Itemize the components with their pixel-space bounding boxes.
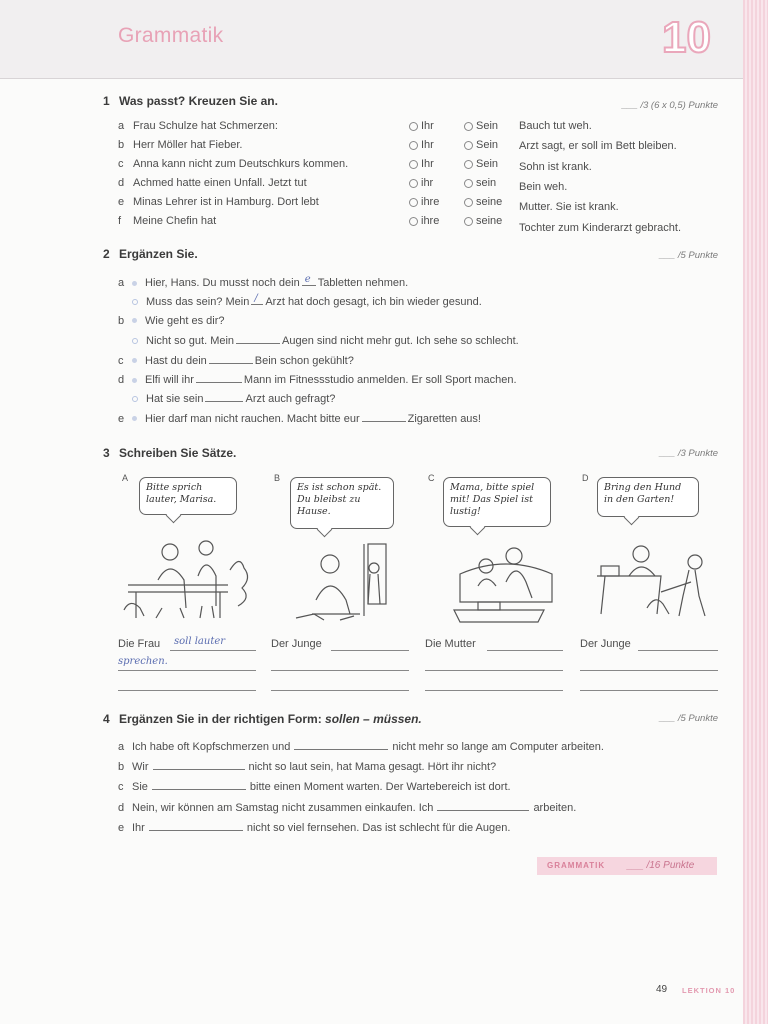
item-text: Anna kann nicht zum Deutschkurs kommen. (133, 158, 349, 170)
item-letter: e (118, 196, 125, 208)
exercise-1-row (118, 215, 718, 234)
line-text: Hast du dein (145, 354, 207, 367)
radio-option-2-label: seine (476, 215, 503, 227)
radio-option-1[interactable] (409, 160, 418, 169)
exercise-1-row (118, 177, 718, 191)
radio-option-1[interactable] (409, 122, 418, 131)
item-letter: c (118, 354, 124, 367)
line-text: Hier, Hans. Du musst noch dein (145, 277, 300, 289)
answer-prompt: Der Junge (580, 638, 631, 650)
speaker-dot (132, 338, 138, 344)
answer-line[interactable] (425, 690, 563, 691)
line-text: Wie geht es dir? (145, 314, 225, 327)
radio-option-2[interactable] (464, 160, 473, 169)
line-text-after: Mann im Fitnessstudio anmelden. Er soll Sport machen. (243, 374, 517, 386)
radio-option-1-label: ihre (421, 196, 440, 208)
item-letter: b (118, 314, 125, 327)
exercise-4-line (118, 780, 511, 794)
line-text: Muss das sein? Mein (146, 296, 250, 309)
item-ending: Sohn ist krank. (519, 160, 592, 173)
fill-in-blank[interactable] (205, 392, 243, 402)
section-1-title: 1 Was passt? Kreuzen Sie an. (103, 94, 278, 108)
exercise-4-line (118, 801, 576, 815)
item-ending: Tochter zum Kinderarzt gebracht. (519, 221, 682, 234)
speaker-dot (132, 281, 137, 286)
item-ending: Mutter. Sie ist krank. (519, 201, 619, 214)
lesson-label: LEKTION 10 (682, 986, 736, 995)
fill-in-blank[interactable] (153, 760, 245, 770)
panel-b-speech-bubble: Es ist schon spät. Du bleibst zu Hause. (290, 477, 394, 529)
radio-option-2-label: seine (476, 196, 503, 208)
line-text: Wir (132, 761, 149, 774)
answer-line[interactable] (487, 650, 563, 651)
answer-prompt: Die Mutter (425, 638, 476, 650)
handwritten-answer: e (304, 274, 311, 285)
radio-option-1-label: ihr (421, 177, 434, 189)
line-text-after: nicht mehr so lange am Computer arbeiten. (392, 741, 604, 753)
section-3-points: ___ /3 Punkte (659, 448, 718, 459)
panel-a-letter: A (122, 473, 129, 483)
score-total-points: ___ /16 Punkte (627, 860, 695, 871)
panel-c-letter: C (428, 473, 435, 483)
page-edge (743, 0, 768, 1024)
line-text: Nein, wir können am Samstag nicht zusammen einkaufen. Ich (132, 801, 434, 814)
header (0, 0, 743, 79)
speaker-dot (132, 378, 137, 383)
line-text-after: Augen sind nicht mehr gut. Ich sehe so schlecht. (282, 335, 519, 348)
panel-a-speech-bubble: Bitte sprich lauter, Marisa. (139, 477, 237, 515)
item-letter: a (118, 120, 125, 132)
exercise-4-line (118, 760, 496, 774)
exercise-2-line (118, 392, 335, 406)
speaker-dot (132, 299, 138, 305)
item-letter: a (118, 741, 125, 753)
item-letter: f (118, 215, 122, 227)
panel-c-speech-bubble: Mama, bitte spiel mit! Das Spiel ist lustig! (443, 477, 551, 527)
answer-line[interactable] (170, 650, 256, 651)
fill-in-blank[interactable] (152, 780, 246, 790)
line-text: Nicht so gut. Mein (146, 335, 235, 348)
item-ending: Bein weh. (519, 180, 568, 193)
item-text: Herr Möller hat Fieber. (133, 139, 243, 151)
radio-option-2-label: Sein (476, 139, 499, 151)
answer-prompt: Der Junge (271, 638, 322, 650)
radio-option-1[interactable] (409, 198, 418, 207)
panel-d-speech-bubble: Bring den Hund in den Garten! (597, 477, 699, 517)
handwritten-answer: / (254, 293, 258, 305)
radio-option-2[interactable] (464, 217, 473, 226)
line-text: Ich habe oft Kopfschmerzen und (132, 741, 291, 753)
item-text: Frau Schulze hat Schmerzen: (133, 120, 278, 132)
line-text-after: Tabletten nehmen. (317, 277, 409, 289)
header-title: Grammatik (118, 24, 224, 47)
radio-option-2[interactable] (464, 179, 473, 188)
panel-b-letter: B (274, 473, 281, 483)
exercise-2-line (118, 315, 224, 328)
radio-option-2-label: Sein (476, 158, 499, 170)
fill-in-blank[interactable] (209, 354, 253, 364)
item-letter: d (118, 801, 125, 814)
line-text-after: nicht so viel fernsehen. Das ist schlecht für die Augen. (246, 821, 511, 834)
section-2-title: 2 Ergänzen Sie. (103, 247, 198, 261)
exercise-2-line (118, 373, 517, 387)
radio-option-2[interactable] (464, 122, 473, 131)
fill-in-blank[interactable] (149, 821, 243, 831)
radio-option-1-label: Ihr (421, 139, 434, 151)
line-text: Hat sie sein (146, 393, 204, 406)
exercise-1-row (118, 139, 718, 153)
line-text-after: arbeiten. (533, 801, 577, 814)
exercise-2-line (118, 334, 519, 348)
lesson-number: 10 (662, 13, 711, 62)
item-letter: e (118, 412, 125, 425)
line-text: Sie (132, 781, 148, 794)
line-text: Elfi will ihr (145, 374, 194, 386)
item-letter: b (118, 139, 125, 151)
panel-d-letter: D (582, 473, 589, 483)
panel-c-illustration (448, 538, 563, 626)
item-letter: e (118, 821, 125, 834)
fill-in-blank[interactable] (437, 801, 529, 811)
item-letter: b (118, 761, 125, 774)
radio-option-2-label: Sein (476, 120, 499, 132)
speaker-dot (132, 318, 137, 323)
item-text: Minas Lehrer ist in Hamburg. Dort lebt (133, 196, 319, 208)
speaker-dot (132, 416, 137, 421)
line-text-after: Arzt auch gefragt? (245, 393, 336, 406)
section-2-points: ___ /5 Punkte (659, 250, 718, 261)
speaker-dot (132, 358, 137, 363)
section-4-title: 4 Ergänzen Sie in der richtigen Form: sollen – müssen. (103, 712, 422, 726)
radio-option-1[interactable] (409, 217, 418, 226)
item-letter: d (118, 177, 125, 189)
speaker-dot (132, 396, 138, 402)
answer-prompt: Die Frau (118, 638, 161, 650)
radio-option-2[interactable] (464, 198, 473, 207)
page-number: 49 (656, 984, 668, 995)
answer-line[interactable] (580, 690, 718, 691)
exercise-1-row (118, 196, 718, 214)
item-letter: c (118, 158, 124, 170)
radio-option-1-label: ihre (421, 215, 440, 227)
panel-b-illustration (290, 540, 405, 625)
handwritten-answer-continued: sprechen. (118, 656, 168, 667)
fill-in-blank[interactable] (294, 740, 388, 750)
handwritten-answer: soll lauter (174, 636, 226, 647)
line-text-after: bitte einen Moment warten. Der Wartebereich ist dort. (249, 781, 511, 794)
answer-line[interactable] (118, 690, 256, 691)
panel-d-illustration (595, 538, 715, 626)
item-ending: Arzt sagt, er soll im Bett bleiben. (519, 140, 677, 153)
line-text-after: Bein schon gekühlt? (254, 354, 354, 367)
fill-in-blank[interactable] (362, 412, 406, 422)
exercise-4-line (118, 740, 604, 754)
answer-line[interactable] (580, 670, 718, 671)
line-text-after: nicht so laut sein, hat Mama gesagt. Hört ihr nicht? (248, 761, 497, 774)
radio-option-1-label: Ihr (421, 158, 434, 170)
exercise-2-line (118, 412, 481, 426)
section-1-points: ___ /3 (6 x 0,5) Punkte (621, 100, 718, 111)
fill-in-blank[interactable] (196, 373, 242, 383)
answer-line[interactable] (425, 670, 563, 671)
line-text-after: Zigaretten aus! (407, 412, 481, 425)
radio-option-1[interactable] (409, 179, 418, 188)
item-letter: a (118, 277, 125, 289)
answer-line[interactable] (118, 670, 256, 671)
panel-a-illustration (118, 530, 258, 625)
answer-line[interactable] (271, 670, 409, 671)
radio-option-1-label: Ihr (421, 120, 434, 132)
exercise-2-line (118, 295, 482, 309)
exercise-4-line (118, 821, 510, 835)
line-text-after: Arzt hat doch gesagt, ich bin wieder gesund. (265, 296, 482, 309)
fill-in-blank[interactable] (302, 276, 316, 286)
radio-option-1[interactable] (409, 141, 418, 150)
score-total-label: GRAMMATIK (547, 861, 606, 870)
fill-in-blank[interactable] (236, 334, 280, 344)
item-letter: d (118, 374, 125, 386)
fill-in-blank[interactable] (251, 295, 263, 305)
score-total-box (537, 857, 717, 875)
item-letter: c (118, 781, 124, 794)
answer-line[interactable] (271, 690, 409, 691)
radio-option-2[interactable] (464, 141, 473, 150)
answer-line[interactable] (638, 650, 718, 651)
item-text: Meine Chefin hat (133, 215, 217, 227)
radio-option-2-label: sein (476, 177, 497, 189)
line-text: Hier darf man nicht rauchen. Macht bitte eur (145, 412, 360, 425)
section-4-points: ___ /5 Punkte (659, 713, 718, 724)
exercise-2-line (118, 276, 408, 290)
exercise-1-row (118, 120, 718, 134)
item-ending: Bauch tut weh. (519, 120, 592, 132)
section-3-title: 3 Schreiben Sie Sätze. (103, 446, 237, 460)
exercise-2-line (118, 354, 354, 368)
item-text: Achmed hatte einen Unfall. Jetzt tut (133, 177, 307, 189)
answer-line[interactable] (331, 650, 409, 651)
line-text: Ihr (132, 821, 145, 834)
exercise-1-row (118, 158, 718, 172)
